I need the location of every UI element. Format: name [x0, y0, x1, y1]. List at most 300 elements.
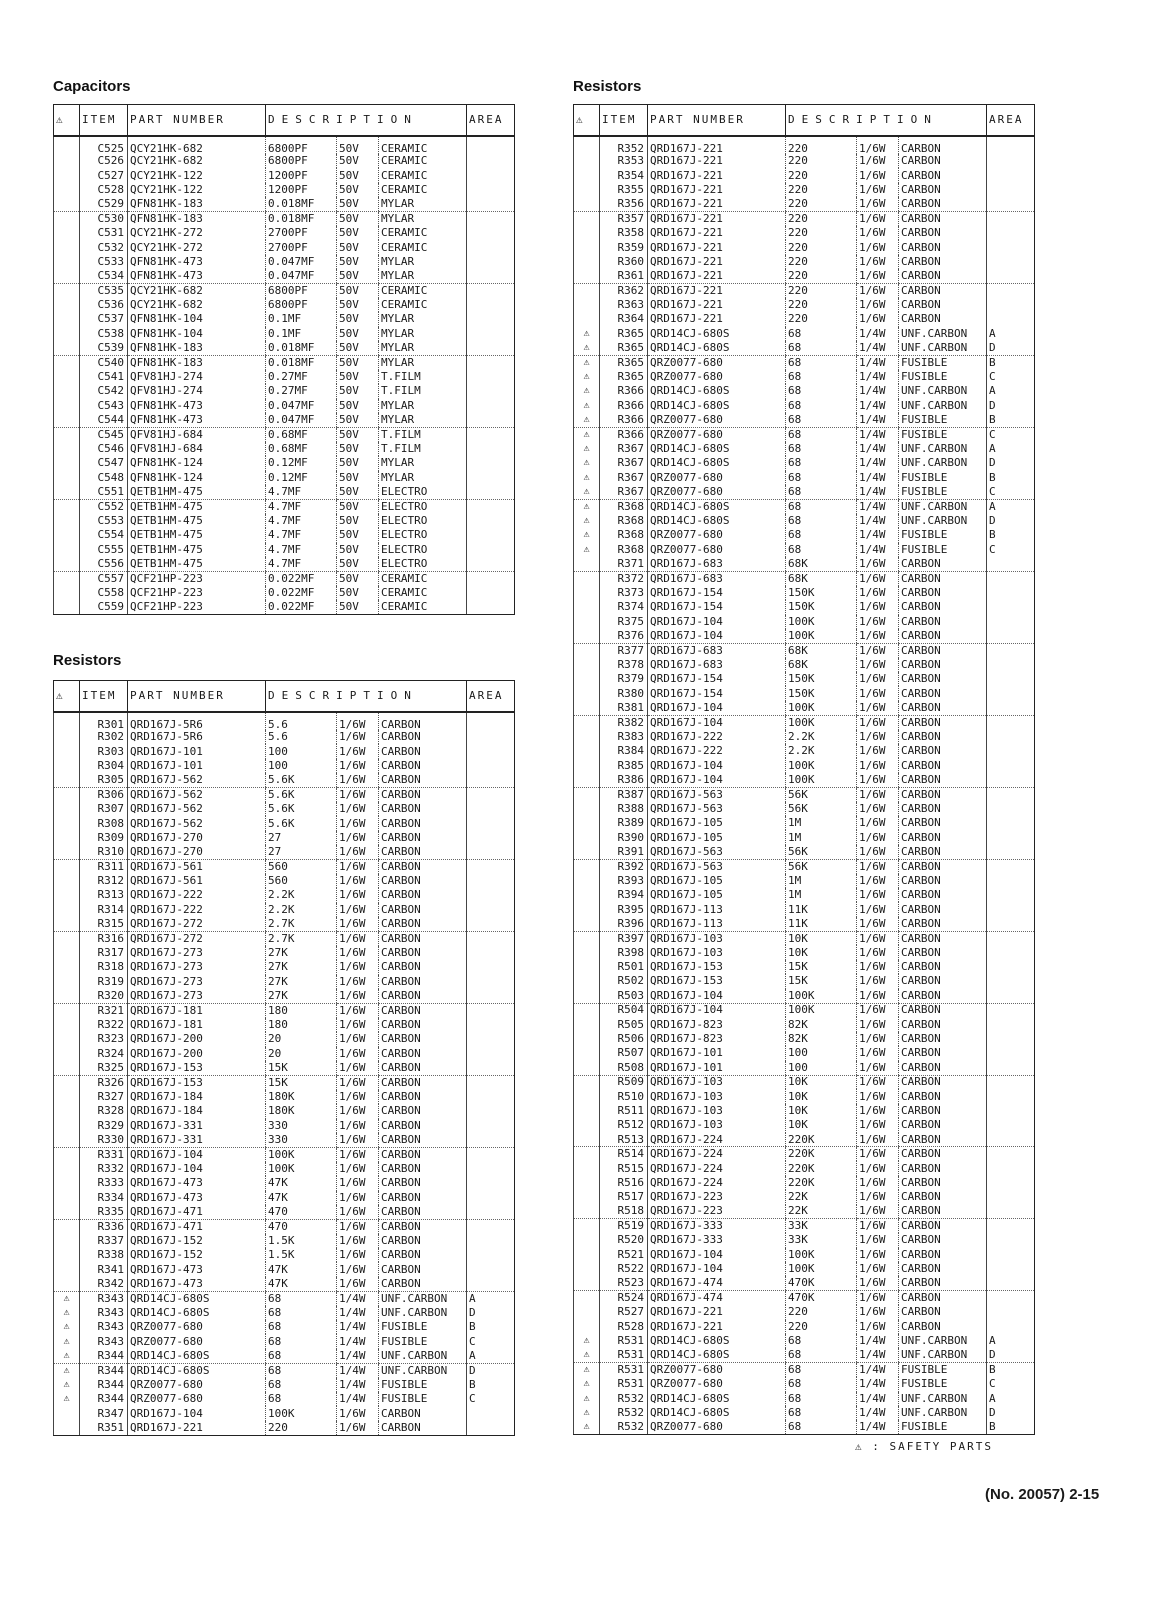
table-row [574, 874, 1035, 888]
safety-mark [54, 183, 80, 197]
part-number: QFN81HK-104 [128, 327, 266, 341]
type: CARBON [899, 600, 987, 614]
part-number: QRD167J-562 [128, 773, 266, 787]
table-row [54, 154, 515, 168]
type: CARBON [379, 1119, 467, 1133]
rating: 1/6W [337, 1047, 379, 1061]
part-number: QRD167J-683 [648, 571, 786, 585]
part-number: QRD167J-103 [648, 1118, 786, 1132]
area [467, 456, 515, 470]
value: 0.68MF [266, 427, 337, 441]
safety-icon: ⚠ [574, 1334, 600, 1348]
value: 220 [266, 1421, 337, 1435]
value: 470 [266, 1219, 337, 1233]
safety-mark [574, 1320, 600, 1334]
item-code: R326 [80, 1075, 128, 1089]
item-code: R342 [80, 1277, 128, 1291]
area [467, 1176, 515, 1190]
part-number: QRD167J-103 [648, 945, 786, 959]
part-number: QRD14CJ-680S [648, 399, 786, 413]
part-number: QRZ0077-680 [648, 1363, 786, 1377]
area [467, 1032, 515, 1046]
rating: 1/6W [857, 888, 899, 902]
item-code: R351 [80, 1421, 128, 1435]
rating: 1/4W [337, 1320, 379, 1334]
part-number: QRD167J-273 [128, 960, 266, 974]
page-footer: (No. 20057) 2-15 [985, 1486, 1100, 1503]
rating: 1/4W [337, 1291, 379, 1305]
value: 100K [266, 1162, 337, 1176]
safety-mark [54, 888, 80, 902]
table-row [574, 1320, 1035, 1334]
part-number: QCY21HK-682 [128, 284, 266, 298]
value: 68 [786, 1406, 857, 1420]
table-row [54, 744, 515, 758]
rating: 1/6W [857, 816, 899, 830]
part-number: QRD167J-473 [128, 1191, 266, 1205]
value: 33K [786, 1219, 857, 1233]
safety-icon: ⚠ [574, 471, 600, 485]
part-number: QRD167J-221 [648, 168, 786, 182]
part-number: QRD167J-473 [128, 1262, 266, 1276]
part-number: QRD167J-221 [648, 240, 786, 254]
table-row [574, 1046, 1035, 1060]
item-code: R376 [600, 629, 648, 643]
table-row [574, 168, 1035, 182]
safety-mark [54, 1421, 80, 1435]
part-number: QRD167J-221 [648, 269, 786, 283]
table-row [574, 730, 1035, 744]
area [987, 255, 1035, 269]
table-row [574, 1017, 1035, 1031]
rating: 1/4W [857, 384, 899, 398]
part-number: QFV81HJ-684 [128, 427, 266, 441]
area [987, 136, 1035, 154]
value: 220 [786, 168, 857, 182]
value: 68 [786, 370, 857, 384]
type: CARBON [899, 802, 987, 816]
safety-mark [574, 1017, 600, 1031]
area: D [987, 399, 1035, 413]
item-code: R356 [600, 197, 648, 211]
item-code: R531 [600, 1377, 648, 1391]
rating: 50V [337, 456, 379, 470]
rating: 1/6W [337, 744, 379, 758]
rating: 1/6W [857, 1320, 899, 1334]
table-row [54, 1421, 515, 1435]
type: CARBON [379, 903, 467, 917]
item-code: R318 [80, 960, 128, 974]
part-number: QRD167J-333 [648, 1219, 786, 1233]
type: MYLAR [379, 456, 467, 470]
rating: 1/6W [337, 712, 379, 730]
value: 68K [786, 557, 857, 571]
rating: 1/6W [857, 557, 899, 571]
table-row [574, 1305, 1035, 1319]
safety-mark [574, 1118, 600, 1132]
item-code: C545 [80, 427, 128, 441]
rating: 1/6W [857, 859, 899, 873]
area [467, 744, 515, 758]
safety-mark [54, 1047, 80, 1061]
table-row [54, 168, 515, 182]
rating: 1/6W [857, 643, 899, 657]
area [467, 917, 515, 931]
table-row [54, 1104, 515, 1118]
item-header: ITEM [80, 105, 128, 137]
table-row [54, 226, 515, 240]
part-number: QRD167J-154 [648, 600, 786, 614]
table-row [54, 1349, 515, 1363]
value: 0.022MF [266, 571, 337, 585]
area [987, 643, 1035, 657]
type: CARBON [379, 1061, 467, 1075]
safety-mark [54, 1090, 80, 1104]
type: CARBON [379, 1406, 467, 1420]
item-code: R341 [80, 1262, 128, 1276]
item-code: R352 [600, 136, 648, 154]
rating: 1/6W [857, 931, 899, 945]
safety-mark [574, 240, 600, 254]
table-row [54, 845, 515, 859]
area [987, 974, 1035, 988]
type: UNF.CARBON [899, 341, 987, 355]
safety-mark [54, 136, 80, 154]
value: 0.018MF [266, 341, 337, 355]
type: CERAMIC [379, 600, 467, 614]
rating: 1/6W [337, 1219, 379, 1233]
area [467, 903, 515, 917]
value: 68 [786, 1377, 857, 1391]
type: CARBON [379, 1003, 467, 1017]
type: CARBON [899, 197, 987, 211]
table-row [54, 399, 515, 413]
area [987, 1104, 1035, 1118]
type: CARBON [899, 1219, 987, 1233]
area [987, 686, 1035, 700]
item-code: R382 [600, 715, 648, 729]
item-code: C559 [80, 600, 128, 614]
item-code: R343 [80, 1334, 128, 1348]
value: 100 [786, 1046, 857, 1060]
rating: 1/6W [857, 298, 899, 312]
area [987, 1320, 1035, 1334]
safety-mark [54, 442, 80, 456]
part-number: QRD14CJ-680S [128, 1291, 266, 1305]
part-number: QCY21HK-272 [128, 240, 266, 254]
rating: 50V [337, 586, 379, 600]
area [467, 136, 515, 154]
table-row [574, 456, 1035, 470]
value: 4.7MF [266, 528, 337, 542]
item-code: R531 [600, 1334, 648, 1348]
part-number: QRZ0077-680 [648, 485, 786, 499]
part-number: QRD167J-823 [648, 1017, 786, 1031]
area: C [467, 1334, 515, 1348]
item-code: C532 [80, 240, 128, 254]
rating: 1/6W [857, 183, 899, 197]
area [987, 888, 1035, 902]
table-row [574, 701, 1035, 715]
item-code: R517 [600, 1190, 648, 1204]
type: CARBON [379, 1147, 467, 1161]
part-number: QRD167J-224 [648, 1176, 786, 1190]
type: ELECTRO [379, 485, 467, 499]
safety-mark [574, 615, 600, 629]
item-code: C526 [80, 154, 128, 168]
area: A [987, 327, 1035, 341]
value: 68 [786, 442, 857, 456]
type: FUSIBLE [379, 1392, 467, 1406]
area [467, 816, 515, 830]
safety-mark [54, 931, 80, 945]
area [467, 845, 515, 859]
table-row [54, 269, 515, 283]
area [987, 183, 1035, 197]
table-row [574, 715, 1035, 729]
rating: 1/6W [337, 1421, 379, 1435]
rating: 1/4W [857, 399, 899, 413]
area [987, 1291, 1035, 1305]
area [467, 1219, 515, 1233]
value: 220 [786, 183, 857, 197]
part-number: QRD167J-104 [648, 615, 786, 629]
type: CARBON [899, 284, 987, 298]
item-code: R531 [600, 1363, 648, 1377]
value: 5.6K [266, 802, 337, 816]
part-number: QRD167J-113 [648, 902, 786, 916]
type: CARBON [379, 1018, 467, 1032]
item-code: R502 [600, 974, 648, 988]
table-row [574, 1003, 1035, 1017]
safety-mark [574, 658, 600, 672]
item-code: R510 [600, 1089, 648, 1103]
value: 47K [266, 1277, 337, 1291]
capacitors-title: Capacitors [53, 78, 131, 95]
value: 2700PF [266, 240, 337, 254]
area [987, 240, 1035, 254]
area: A [467, 1349, 515, 1363]
part-number: QRD167J-104 [648, 989, 786, 1003]
area [467, 1061, 515, 1075]
value: 220 [786, 240, 857, 254]
part-number: QRZ0077-680 [648, 528, 786, 542]
part-number: QRD167J-181 [128, 1018, 266, 1032]
rating: 50V [337, 485, 379, 499]
item-code: R324 [80, 1047, 128, 1061]
type: CERAMIC [379, 284, 467, 298]
table-row [54, 888, 515, 902]
type: CERAMIC [379, 154, 467, 168]
type: CARBON [899, 136, 987, 154]
part-number: QRZ0077-680 [648, 1420, 786, 1434]
safety-mark [574, 1075, 600, 1089]
value: 220K [786, 1161, 857, 1175]
area [987, 168, 1035, 182]
table-row [574, 571, 1035, 585]
table-row [54, 298, 515, 312]
area: B [987, 528, 1035, 542]
area [987, 1305, 1035, 1319]
item-code: R513 [600, 1133, 648, 1147]
item-code: C557 [80, 571, 128, 585]
item-code: R325 [80, 1061, 128, 1075]
part-number: QFV81HJ-274 [128, 370, 266, 384]
safety-mark [54, 226, 80, 240]
part-number: QRD167J-823 [648, 1032, 786, 1046]
part-number: QRD167J-273 [128, 946, 266, 960]
area [467, 571, 515, 585]
table-row [54, 788, 515, 802]
area: D [987, 456, 1035, 470]
part-number: QRD167J-562 [128, 816, 266, 830]
rating: 1/6W [857, 1147, 899, 1161]
rating: 1/6W [857, 802, 899, 816]
rating: 1/6W [857, 701, 899, 715]
value: 1M [786, 874, 857, 888]
area [467, 471, 515, 485]
rating: 1/6W [857, 269, 899, 283]
type: CARBON [899, 1075, 987, 1089]
rating: 1/4W [857, 543, 899, 557]
rating: 50V [337, 226, 379, 240]
safety-mark [574, 960, 600, 974]
type: CARBON [379, 917, 467, 931]
area [987, 586, 1035, 600]
rating: 1/6W [857, 1089, 899, 1103]
value: 100K [266, 1147, 337, 1161]
type: CARBON [379, 1421, 467, 1435]
value: 22K [786, 1190, 857, 1204]
table-row [574, 1291, 1035, 1305]
part-number: QRD167J-473 [128, 1277, 266, 1291]
area: A [987, 499, 1035, 513]
type: CARBON [379, 1047, 467, 1061]
part-number: QRZ0077-680 [648, 427, 786, 441]
value: 100K [786, 715, 857, 729]
table-row [574, 1348, 1035, 1362]
value: 330 [266, 1119, 337, 1133]
type: CERAMIC [379, 298, 467, 312]
table-row [54, 1032, 515, 1046]
rating: 1/4W [857, 1392, 899, 1406]
type: CARBON [899, 1262, 987, 1276]
type: T.FILM [379, 384, 467, 398]
table-row [574, 384, 1035, 398]
item-code: R507 [600, 1046, 648, 1060]
area [467, 1205, 515, 1219]
area [987, 773, 1035, 787]
part-number: QRD167J-563 [648, 859, 786, 873]
value: 100K [786, 989, 857, 1003]
type: CARBON [899, 1205, 987, 1219]
item-code: R333 [80, 1176, 128, 1190]
table-row [54, 456, 515, 470]
area: C [987, 485, 1035, 499]
type: CARBON [899, 715, 987, 729]
item-code: R306 [80, 788, 128, 802]
rating: 1/6W [337, 773, 379, 787]
part-number: QCY21HK-272 [128, 226, 266, 240]
item-code: R378 [600, 658, 648, 672]
rating: 1/6W [337, 1277, 379, 1291]
value: 10K [786, 931, 857, 945]
value: 4.7MF [266, 514, 337, 528]
safety-mark [54, 744, 80, 758]
safety-mark [574, 1233, 600, 1247]
item-code: R373 [600, 586, 648, 600]
area [467, 1047, 515, 1061]
value: 0.27MF [266, 370, 337, 384]
area [467, 1003, 515, 1017]
safety-mark [574, 1061, 600, 1075]
area [467, 384, 515, 398]
safety-mark [54, 773, 80, 787]
item-code: R335 [80, 1205, 128, 1219]
table-row [54, 1018, 515, 1032]
safety-mark [54, 413, 80, 427]
value: 68 [266, 1306, 337, 1320]
value: 68K [786, 571, 857, 585]
item-code: R503 [600, 989, 648, 1003]
item-code: R361 [600, 269, 648, 283]
area [987, 1219, 1035, 1233]
rating: 1/6W [337, 802, 379, 816]
part-number: QRZ0077-680 [128, 1320, 266, 1334]
value: 27 [266, 831, 337, 845]
item-code: R363 [600, 298, 648, 312]
type: CARBON [379, 831, 467, 845]
safety-icon: ⚠ [574, 355, 600, 369]
value: 1200PF [266, 168, 337, 182]
value: 220K [786, 1133, 857, 1147]
type: UNF.CARBON [899, 514, 987, 528]
rating: 1/6W [337, 1061, 379, 1075]
type: FUSIBLE [899, 485, 987, 499]
type: CARBON [899, 1061, 987, 1075]
item-code: R314 [80, 903, 128, 917]
value: 10K [786, 1118, 857, 1132]
area [467, 528, 515, 542]
item-code: R313 [80, 888, 128, 902]
type: CARBON [899, 255, 987, 269]
value: 2700PF [266, 226, 337, 240]
type: CARBON [379, 888, 467, 902]
part-number: QRD167J-562 [128, 802, 266, 816]
item-code: R309 [80, 831, 128, 845]
type: FUSIBLE [379, 1378, 467, 1392]
item-code: R394 [600, 888, 648, 902]
value: 68 [786, 471, 857, 485]
table-row [574, 543, 1035, 557]
safety-mark [54, 298, 80, 312]
part-number: QRD167J-221 [648, 312, 786, 326]
table-row [574, 1147, 1035, 1161]
type: CARBON [379, 860, 467, 874]
part-number: QRD14CJ-680S [648, 456, 786, 470]
table-row [54, 975, 515, 989]
area [467, 284, 515, 298]
type: CARBON [899, 859, 987, 873]
safety-mark [54, 399, 80, 413]
part-number: QFN81HK-183 [128, 355, 266, 369]
rating: 1/4W [857, 485, 899, 499]
part-number: QRD167J-221 [648, 1305, 786, 1319]
table-row [54, 586, 515, 600]
item-code: R365 [600, 341, 648, 355]
part-number: QRD167J-5R6 [128, 730, 266, 744]
area [467, 514, 515, 528]
